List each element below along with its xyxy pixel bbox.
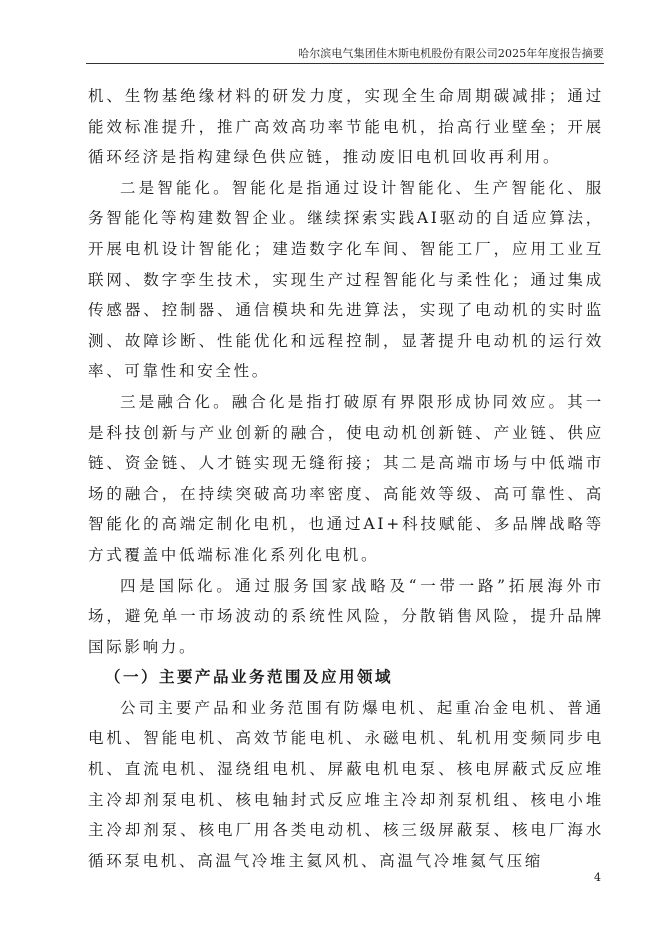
paragraph-integration: 三是融合化。融合化是指打破原有界限形成协同效应。其一是科技创新与产业创新的融合，使电动机创新链、产业链、供应链、资金链、人才链实现无缝衔接；其二是高端市场与中低端市场的融合，在持续突破高功率密度、高能效等级、高可靠性、高智能化的高端定制化电机，也通过AI+科技赋能、多品牌战略等方式覆盖中低端标准化系列化电机。 <box>88 392 604 564</box>
paragraph-intelligence: 二是智能化。智能化是指通过设计智能化、生产智能化、服务智能化等构建数智企业。继续探索实践AI驱动的自适应算法，开展电机设计智能化；建造数字化车间、智能工厂，应用工业互联网、数字孪生技术，实现生产过程智能化与柔性化；通过集成传感器、控制器、通信模块和先进算法，实现了电动机的实时监测、故障诊断、性能优化和远程控制，显著提升电动机的运行效率、可靠性和安全性。 <box>88 178 604 381</box>
document-body <box>88 81 604 876</box>
paragraph-products: 公司主要产品和业务范围有防爆电机、起重冶金电机、普通电机、智能电机、高效节能电机、永磁电机、轧机用变频同步电机、直流电机、湿绕组电机、屏蔽电机电泵、核电屏蔽式反应堆主冷却剂泵电机、核电轴封式反应堆主冷却剂泵机组、核电小堆主冷却剂泵、核电厂用各类电动机、核三级屏蔽泵、核电厂海水循环泵电机、高温气冷堆主氦风机、高温气冷堆氦气压缩 <box>88 698 604 870</box>
report-title: 哈尔滨电气集团佳木斯电机股份有限公司2025年年度报告摘要 <box>298 47 604 60</box>
paragraph-continuation: 机、生物基绝缘材料的研发力度，实现全生命周期碳减排；通过能效标准提升，推广高效高功率节能电机，抬高行业壁垒；开展循环经济是指构建绿色供应链，推动废旧电机回收再利用。 <box>88 87 604 167</box>
page-header <box>86 47 604 64</box>
paragraph-internationalization: 四是国际化。通过服务国家战略及“一带一路”拓展海外市场，避免单一市场波动的系统性风险，分散销售风险，提升品牌国际影响力。 <box>88 576 604 656</box>
page-number: 4 <box>594 871 601 884</box>
section-heading: （一）主要产品业务范围及应用领域 <box>105 667 394 687</box>
